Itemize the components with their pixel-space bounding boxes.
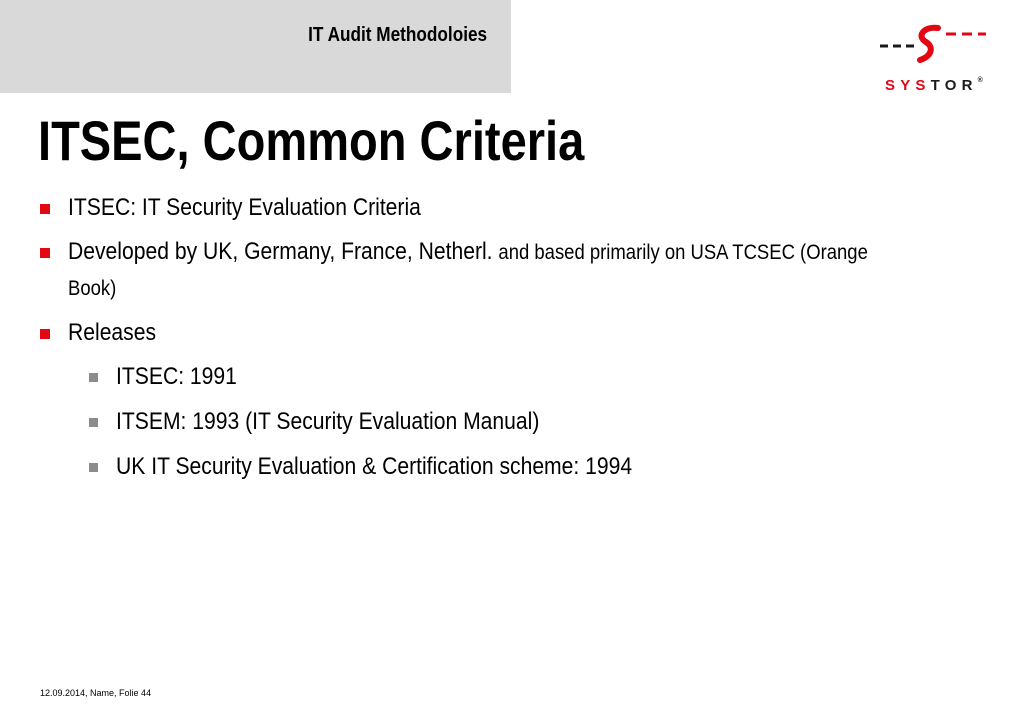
header-title: IT Audit Methodoloies	[308, 24, 487, 46]
sub-bullet-item	[40, 449, 990, 485]
red-square-bullet-icon	[40, 329, 50, 339]
slide-title: ITSEC, Common Criteria	[38, 109, 585, 172]
bullet-text: ITSEC: IT Security Evaluation Criteria	[68, 194, 421, 221]
bullet-item	[40, 234, 990, 307]
red-square-bullet-icon	[40, 248, 50, 258]
gray-square-bullet-icon	[89, 373, 98, 382]
logo-word-red: SYS	[885, 77, 931, 94]
header-box	[0, 0, 511, 93]
bullet-text	[68, 234, 868, 307]
logo-wordmark	[885, 77, 983, 94]
sub-bullet-item	[40, 404, 990, 440]
registered-mark: ®	[977, 77, 983, 84]
bullet-text-line2: Book)	[68, 277, 117, 300]
red-square-bullet-icon	[40, 204, 50, 214]
bullet-text-main: Developed by UK, Germany, France, Netherl.	[68, 238, 493, 265]
sub-bullet-text: ITSEC: 1991	[116, 363, 237, 390]
systor-logo	[876, 14, 996, 98]
gray-square-bullet-icon	[89, 418, 98, 427]
sub-bullet-item	[40, 359, 990, 395]
footer-text: 12.09.2014, Name, Folie 44	[40, 688, 152, 698]
bullet-item	[40, 315, 990, 351]
logo-word-dark: TOR	[930, 77, 978, 94]
bullet-list	[40, 190, 990, 494]
gray-square-bullet-icon	[89, 463, 98, 472]
bullet-text-small: and based primarily on USA TCSEC (Orange	[498, 241, 868, 264]
bullet-item	[40, 190, 990, 226]
bullet-text: Releases	[68, 319, 157, 346]
sub-bullet-text: UK IT Security Evaluation & Certification scheme: 1994	[116, 453, 633, 480]
sub-bullet-text: ITSEM: 1993 (IT Security Evaluation Manual)	[116, 408, 540, 435]
systor-swoosh-icon	[876, 14, 996, 76]
